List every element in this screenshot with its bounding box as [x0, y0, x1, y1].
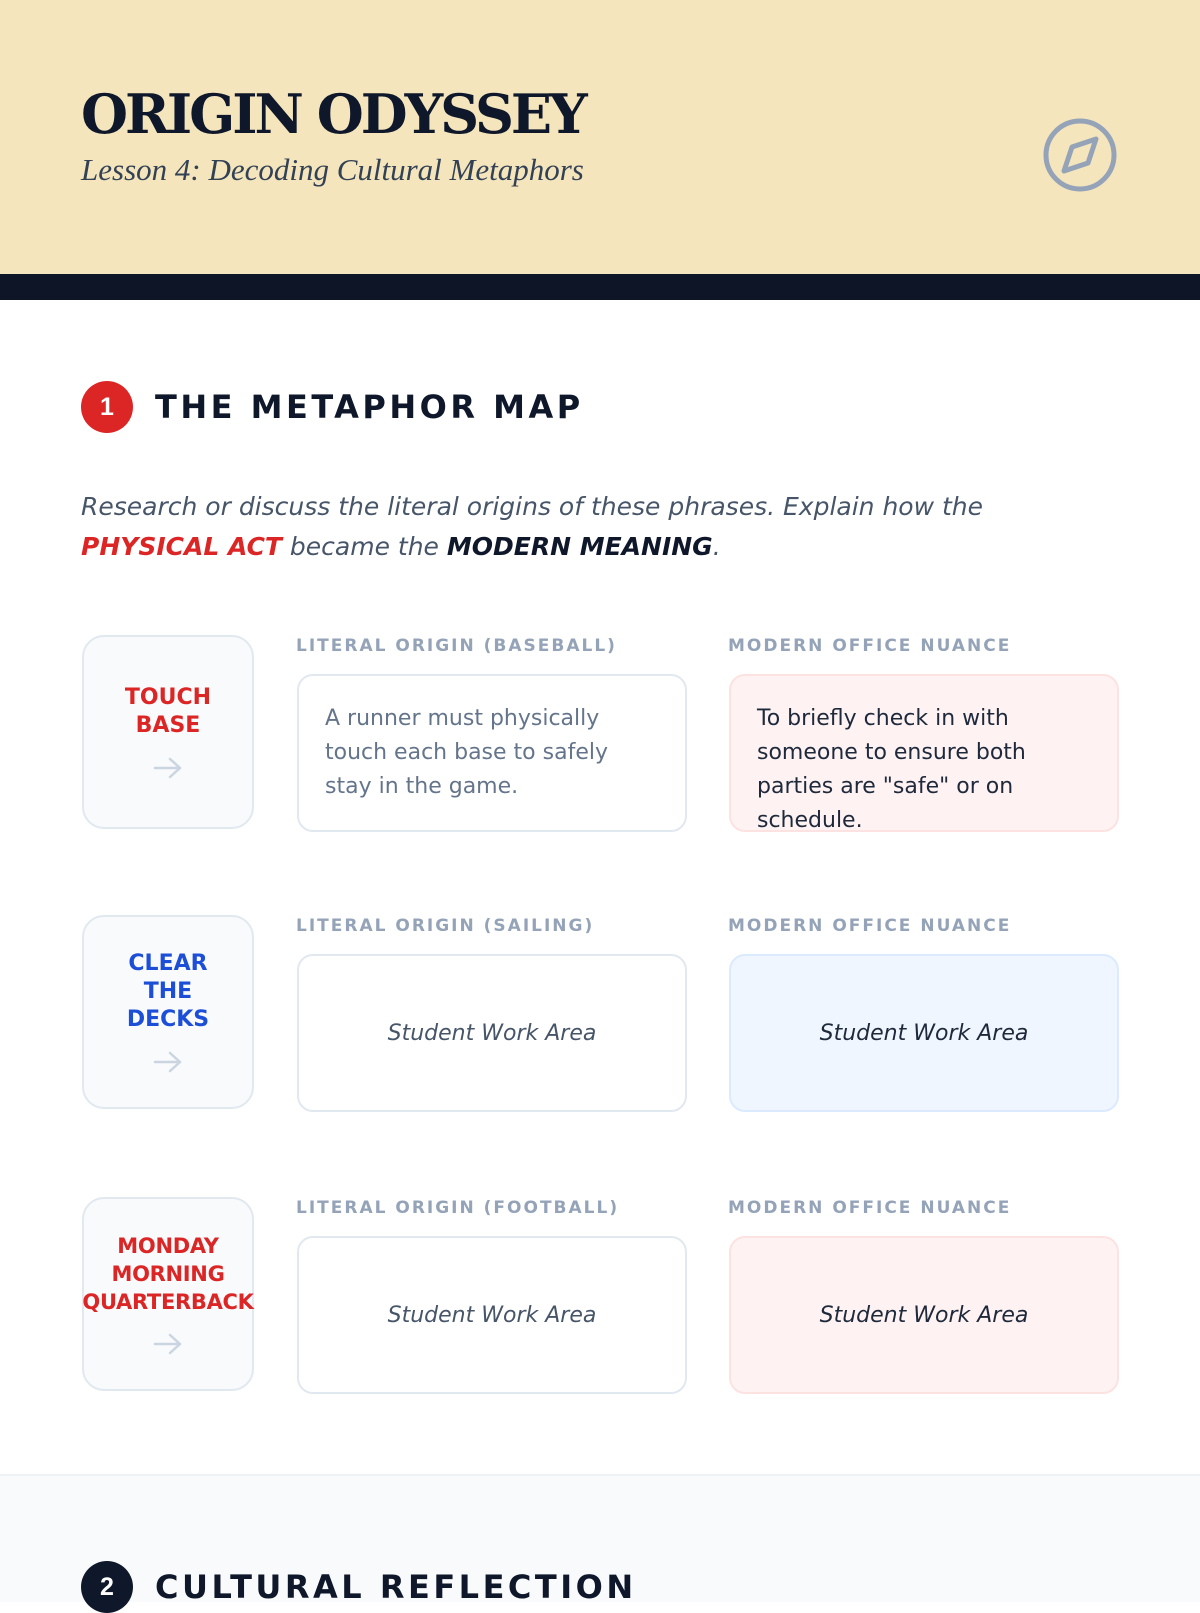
origin-label: LITERAL ORIGIN (BASEBALL): [296, 636, 617, 656]
arrow-right-icon: [153, 1050, 183, 1074]
section-2-heading: [81, 1561, 637, 1613]
section-number-badge: 2: [81, 1561, 133, 1613]
section-number-badge: 1: [81, 381, 133, 433]
student-work-area: Student Work Area: [819, 1020, 1029, 1046]
nuance-label: MODERN OFFICE NUANCE: [728, 1198, 1012, 1218]
student-work-area: Student Work Area: [387, 1020, 597, 1046]
modern-meaning-highlight: MODERN MEANING: [446, 532, 713, 561]
section-title: THE METAPHOR MAP: [155, 388, 584, 426]
section-title: CULTURAL REFLECTION: [155, 1568, 637, 1606]
page-header: [0, 0, 1200, 300]
nuance-answer-box[interactable]: [729, 1236, 1119, 1394]
nuance-answer-box[interactable]: [729, 954, 1119, 1112]
compass-icon: [1042, 117, 1118, 193]
phrase-card-touch-base: [82, 635, 254, 829]
student-work-area: Student Work Area: [819, 1302, 1029, 1328]
origin-answer-box[interactable]: [297, 954, 687, 1112]
instructions-part: became the: [281, 532, 447, 561]
instructions-part: .: [712, 532, 721, 561]
page-title: ORIGIN ODYSSEY: [81, 82, 585, 146]
arrow-right-icon: [153, 1332, 183, 1356]
phrase-text: TOUCH BASE: [124, 685, 212, 738]
student-work-area: Student Work Area: [387, 1302, 597, 1328]
physical-act-highlight: PHYSICAL ACT: [81, 532, 282, 561]
origin-answer-text: A runner must physically touch each base to safely stay in the game.: [325, 706, 608, 799]
section-2: [0, 1474, 1200, 1606]
origin-answer-box[interactable]: [297, 1236, 687, 1394]
origin-label: LITERAL ORIGIN (SAILING): [296, 916, 595, 936]
origin-label: LITERAL ORIGIN (FOOTBALL): [296, 1198, 620, 1218]
phrase-card-monday-morning-quarterback: [82, 1197, 254, 1391]
instructions-text: [81, 487, 1121, 567]
arrow-right-icon: [153, 756, 183, 780]
instructions-part: Research or discuss the literal origins of these phrases. Explain how the: [81, 492, 984, 521]
phrase-card-clear-the-decks: [82, 915, 254, 1109]
phrase-text: CLEAR THE DECKS: [126, 951, 210, 1032]
section-1-heading: [81, 381, 584, 433]
nuance-answer-box[interactable]: [729, 674, 1119, 832]
lesson-subtitle: Lesson 4: Decoding Cultural Metaphors: [81, 152, 584, 187]
nuance-answer-text: To briefly check in with someone to ensure both parties are "safe" or on schedule.: [757, 706, 1026, 832]
nuance-label: MODERN OFFICE NUANCE: [728, 916, 1012, 936]
nuance-label: MODERN OFFICE NUANCE: [728, 636, 1012, 656]
phrase-text: MONDAY MORNING QUARTERBACK: [82, 1234, 254, 1314]
origin-answer-box[interactable]: [297, 674, 687, 832]
